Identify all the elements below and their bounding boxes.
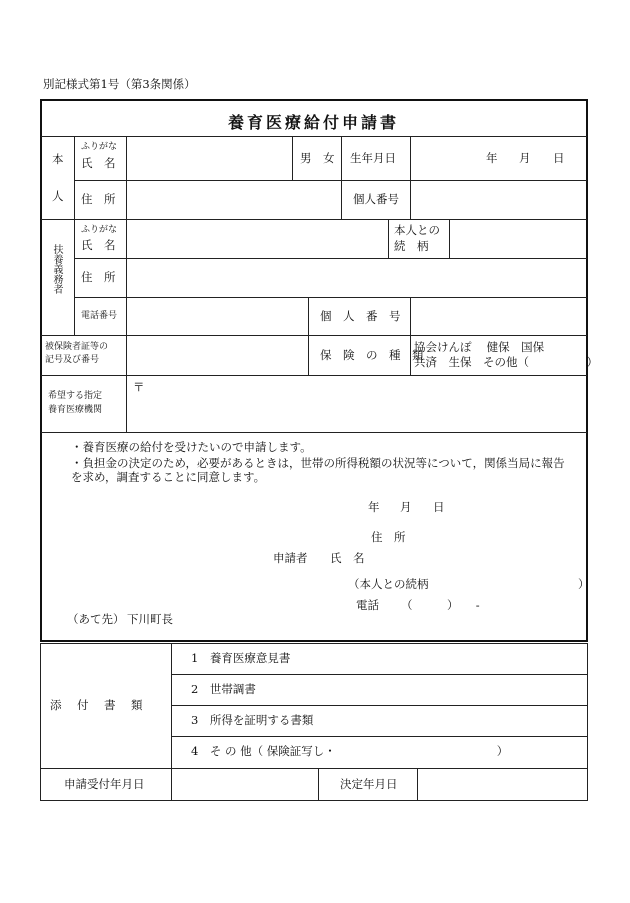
- guardian-name-field[interactable]: [127, 220, 387, 258]
- personal-number-label: 個人番号: [353, 192, 399, 206]
- furigana-label: ふりがな: [81, 225, 118, 235]
- declaration-line: ・養育医療の給付を受けたいので申請します。: [71, 440, 312, 454]
- received-date-field[interactable]: [172, 769, 318, 801]
- dob-label: 生年月日: [350, 151, 396, 165]
- guardian-phone-field[interactable]: [127, 298, 308, 335]
- name-label: 氏 名: [81, 238, 116, 252]
- institution-field[interactable]: [127, 376, 587, 432]
- relation-label: 本人との: [394, 223, 440, 237]
- declaration-line: ・負担金の決定のため，必要があるときは，世帯の所得税額の状況等について，関係当局に報告: [71, 456, 565, 470]
- form-number-note: 別記様式第1号（第3条関係）: [43, 77, 196, 91]
- dob-year: 年: [486, 151, 498, 165]
- date-year: 年: [368, 500, 380, 514]
- rule: [171, 674, 588, 675]
- declaration-phone-format: （ ） -: [401, 598, 480, 612]
- insurance-options[interactable]: 協会けんぽ 健保 国保: [414, 340, 545, 354]
- applicant-address-field[interactable]: [127, 181, 341, 219]
- addressee: 下川町長: [127, 612, 173, 626]
- rule: [171, 705, 588, 706]
- declaration-relation-label: （本人との続柄 ）: [348, 577, 590, 591]
- rule: [74, 137, 75, 335]
- rule: [171, 736, 588, 737]
- insurance-number-label: 被保険者証等の: [45, 342, 109, 352]
- form-title: 養育医療給付申請書: [228, 113, 400, 132]
- attachment-item: 2 世帯調書: [191, 682, 256, 696]
- declaration-name-label: 氏 名: [330, 551, 365, 565]
- insurance-number-label: 記号及び番号: [45, 355, 100, 365]
- address-label: 住 所: [81, 270, 116, 284]
- attachments-label: 添 付 書 類: [50, 698, 145, 712]
- applicant-personal-number-field[interactable]: [411, 181, 587, 219]
- declaration-address-label: 住 所: [371, 530, 406, 544]
- declaration-line: を求め，調査することに同意します。: [71, 470, 266, 484]
- attachment-item: 3 所得を証明する書類: [191, 713, 314, 727]
- rule: [308, 298, 309, 375]
- attachment-item: 1 養育医療意見書: [191, 651, 291, 665]
- addressee-label: （あて先）: [67, 612, 125, 626]
- dob-month: 月: [519, 151, 531, 165]
- guardian-relation-field[interactable]: [450, 220, 587, 258]
- applicant-label: 申請者: [273, 551, 308, 565]
- rule: [318, 768, 319, 801]
- date-day: 日: [433, 500, 445, 514]
- address-label: 住 所: [81, 192, 116, 206]
- declaration-phone-label: 電話: [356, 598, 379, 612]
- rule: [388, 220, 389, 258]
- sex-label[interactable]: 男 女: [300, 151, 335, 165]
- date-month: 月: [400, 500, 412, 514]
- guardian-side-label: 扶養義務者: [51, 244, 62, 294]
- institution-label: 養育医療機関: [48, 405, 103, 415]
- received-date-label: 申請受付年月日: [64, 777, 145, 791]
- dob-day: 日: [553, 151, 565, 165]
- institution-label: 希望する指定: [48, 391, 103, 401]
- relation-label: 続 柄: [394, 239, 429, 253]
- rule: [41, 432, 587, 433]
- insurance-number-field[interactable]: [127, 336, 308, 375]
- rule: [292, 137, 293, 180]
- applicant-side-label: 本: [52, 152, 64, 166]
- applicant-side-label: 人: [52, 189, 64, 203]
- applicant-name-field[interactable]: [127, 137, 291, 180]
- guardian-personal-number-label: 個 人 番 号: [320, 309, 401, 323]
- decision-date-label: 決定年月日: [340, 777, 398, 791]
- furigana-label: ふりがな: [81, 142, 118, 152]
- name-label: 氏 名: [81, 156, 116, 170]
- guardian-address-field[interactable]: [127, 259, 587, 297]
- insurance-type-label: 保 険 の 種 類: [320, 348, 424, 362]
- dob-field[interactable]: [411, 137, 587, 180]
- guardian-personal-number-field[interactable]: [411, 298, 587, 335]
- insurance-options[interactable]: 共済 生保 その他（ ）: [414, 355, 598, 369]
- decision-date-field[interactable]: [418, 769, 588, 801]
- postal-mark: 〒: [133, 380, 145, 394]
- rule: [341, 137, 342, 219]
- rule: [41, 335, 587, 336]
- phone-label: 電話番号: [81, 311, 118, 321]
- attachment-item: 4 そ の 他（ 保険証写し・ ）: [191, 744, 509, 758]
